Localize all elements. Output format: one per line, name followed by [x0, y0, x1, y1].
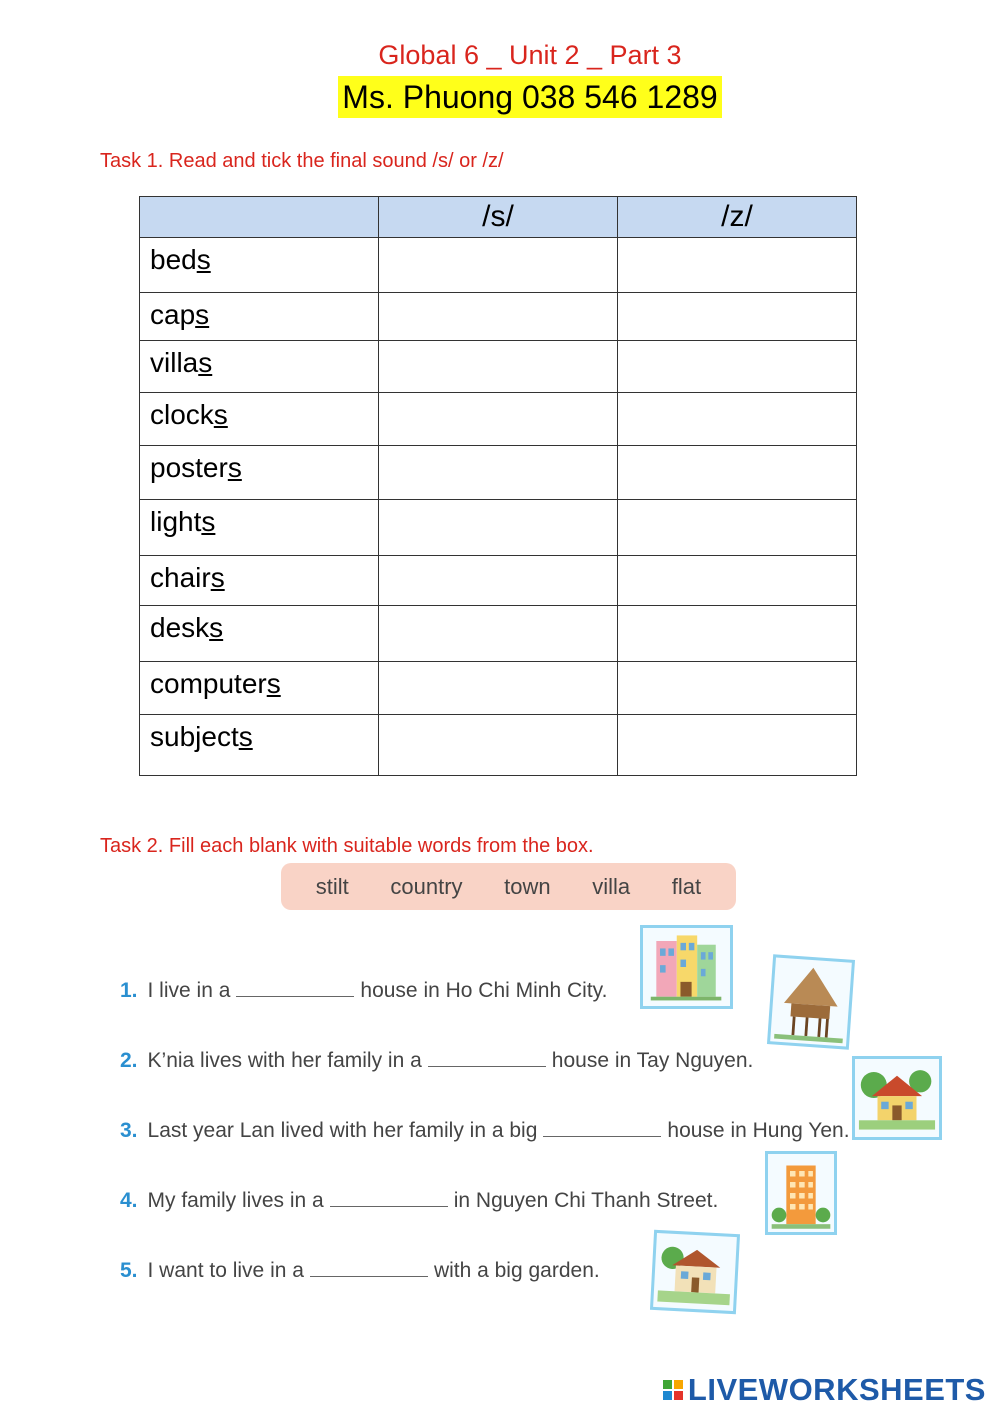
country-house-icon — [855, 1059, 939, 1137]
sentence-number: 1. — [120, 979, 138, 1002]
tick-cell-s[interactable] — [379, 293, 618, 341]
table-header-row — [140, 197, 857, 238]
word-stem: cap — [150, 299, 196, 330]
sentence-4 — [120, 1186, 718, 1213]
word-ending: s — [227, 452, 242, 483]
sentence-number: 5. — [120, 1259, 138, 1282]
word-cell — [140, 238, 379, 293]
answer-blank[interactable] — [310, 1256, 428, 1277]
task2-heading: Task 2. Fill each blank with suitable words from the box. — [100, 835, 594, 857]
word-cell — [140, 446, 379, 500]
word-box — [281, 863, 736, 910]
table-row — [140, 715, 857, 776]
word-cell — [140, 341, 379, 393]
word-box-item: villa — [592, 873, 631, 899]
tick-cell-z[interactable] — [618, 500, 857, 556]
table-row — [140, 293, 857, 341]
word-cell — [140, 293, 379, 341]
sentence-after: in Nguyen Chi Thanh Street. — [453, 1189, 719, 1212]
column-header-word — [140, 197, 379, 238]
sentence-after: house in Ho Chi Minh City. — [360, 979, 608, 1002]
teacher-banner — [0, 76, 1000, 118]
table-row — [140, 662, 857, 715]
table-row — [140, 556, 857, 606]
word-cell — [140, 715, 379, 776]
word-ending: s — [266, 668, 281, 699]
word-ending: s — [209, 612, 224, 643]
table-row — [140, 446, 857, 500]
flat-picture — [765, 1151, 837, 1235]
table-row — [140, 341, 857, 393]
word-stem: computer — [150, 668, 267, 699]
tick-cell-s[interactable] — [379, 662, 618, 715]
table-row — [140, 606, 857, 662]
word-stem: subject — [150, 721, 239, 752]
sentence-after: house in Hung Yen. — [667, 1119, 850, 1142]
stilt-house-picture — [767, 954, 855, 1050]
word-stem: light — [150, 506, 202, 537]
sentence-number: 4. — [120, 1189, 138, 1212]
column-header-s: /s/ — [379, 197, 618, 238]
word-cell — [140, 556, 379, 606]
word-cell — [140, 500, 379, 556]
tick-cell-s[interactable] — [379, 393, 618, 446]
word-stem: desk — [150, 612, 210, 643]
country-house-picture — [852, 1056, 942, 1140]
apartment-building-icon — [768, 1154, 834, 1232]
answer-blank[interactable] — [236, 976, 354, 997]
tick-cell-z[interactable] — [618, 341, 857, 393]
word-ending: s — [210, 562, 225, 593]
word-stem: chair — [150, 562, 211, 593]
villa-picture — [650, 1230, 740, 1314]
word-box-item: country — [390, 873, 463, 899]
answer-blank[interactable] — [543, 1116, 661, 1137]
tick-cell-z[interactable] — [618, 238, 857, 293]
tick-cell-s[interactable] — [379, 556, 618, 606]
villa-icon — [653, 1233, 737, 1311]
town-house-picture — [640, 925, 733, 1009]
brand-name: LIVEWORKSHEETS — [687, 1372, 986, 1407]
word-ending: s — [238, 721, 253, 752]
sentence-2 — [120, 1046, 753, 1073]
tick-cell-z[interactable] — [618, 715, 857, 776]
tick-cell-s[interactable] — [379, 606, 618, 662]
word-stem: villa — [150, 347, 199, 378]
word-cell — [140, 662, 379, 715]
stilt-house-icon — [770, 957, 852, 1046]
tick-cell-s[interactable] — [379, 500, 618, 556]
word-stem: clock — [150, 399, 214, 430]
sentence-before: I want to live in a — [147, 1259, 304, 1282]
tick-cell-s[interactable] — [379, 238, 618, 293]
word-stem: poster — [150, 452, 228, 483]
town-house-icon — [643, 928, 730, 1006]
sentence-3 — [120, 1116, 850, 1143]
sentence-after: house in Tay Nguyen. — [551, 1049, 754, 1072]
logo-mark-icon — [663, 1380, 683, 1400]
sound-table — [139, 196, 857, 776]
tick-cell-z[interactable] — [618, 606, 857, 662]
word-box-item: town — [504, 873, 551, 899]
table-row — [140, 238, 857, 293]
word-cell — [140, 606, 379, 662]
tick-cell-s[interactable] — [379, 341, 618, 393]
tick-cell-z[interactable] — [618, 446, 857, 500]
task1-heading: Task 1. Read and tick the final sound /s/ or /z/ — [100, 150, 504, 172]
word-ending: s — [195, 299, 210, 330]
tick-cell-z[interactable] — [618, 393, 857, 446]
sentence-before: K’nia lives with her family in a — [147, 1049, 422, 1072]
teacher-contact: Ms. Phuong 038 546 1289 — [338, 76, 721, 118]
column-header-z: /z/ — [618, 197, 857, 238]
sentence-number: 2. — [120, 1049, 138, 1072]
word-ending: s — [201, 506, 216, 537]
word-box-item: flat — [671, 873, 702, 899]
word-stem: bed — [150, 244, 197, 275]
word-ending: s — [196, 244, 211, 275]
word-cell — [140, 393, 379, 446]
word-box-item: stilt — [315, 873, 349, 899]
tick-cell-z[interactable] — [618, 293, 857, 341]
sentence-5 — [120, 1256, 600, 1283]
tick-cell-z[interactable] — [618, 662, 857, 715]
worksheet-title: Global 6 _ Unit 2 _ Part 3 — [378, 40, 682, 70]
word-ending: s — [213, 399, 228, 430]
word-ending: s — [198, 347, 213, 378]
answer-blank[interactable] — [330, 1186, 448, 1207]
table-row — [140, 393, 857, 446]
sentence-before: I live in a — [147, 979, 231, 1002]
sentence-number: 3. — [120, 1119, 138, 1142]
table-row — [140, 500, 857, 556]
answer-blank[interactable] — [428, 1046, 546, 1067]
sentence-after: with a big garden. — [433, 1259, 600, 1282]
liveworksheets-logo — [663, 1372, 986, 1408]
sentence-before: My family lives in a — [147, 1189, 324, 1212]
sentence-before: Last year Lan lived with her family in a big — [147, 1119, 538, 1142]
tick-cell-s[interactable] — [379, 446, 618, 500]
tick-cell-s[interactable] — [379, 715, 618, 776]
sentence-1 — [120, 976, 607, 1003]
tick-cell-z[interactable] — [618, 556, 857, 606]
